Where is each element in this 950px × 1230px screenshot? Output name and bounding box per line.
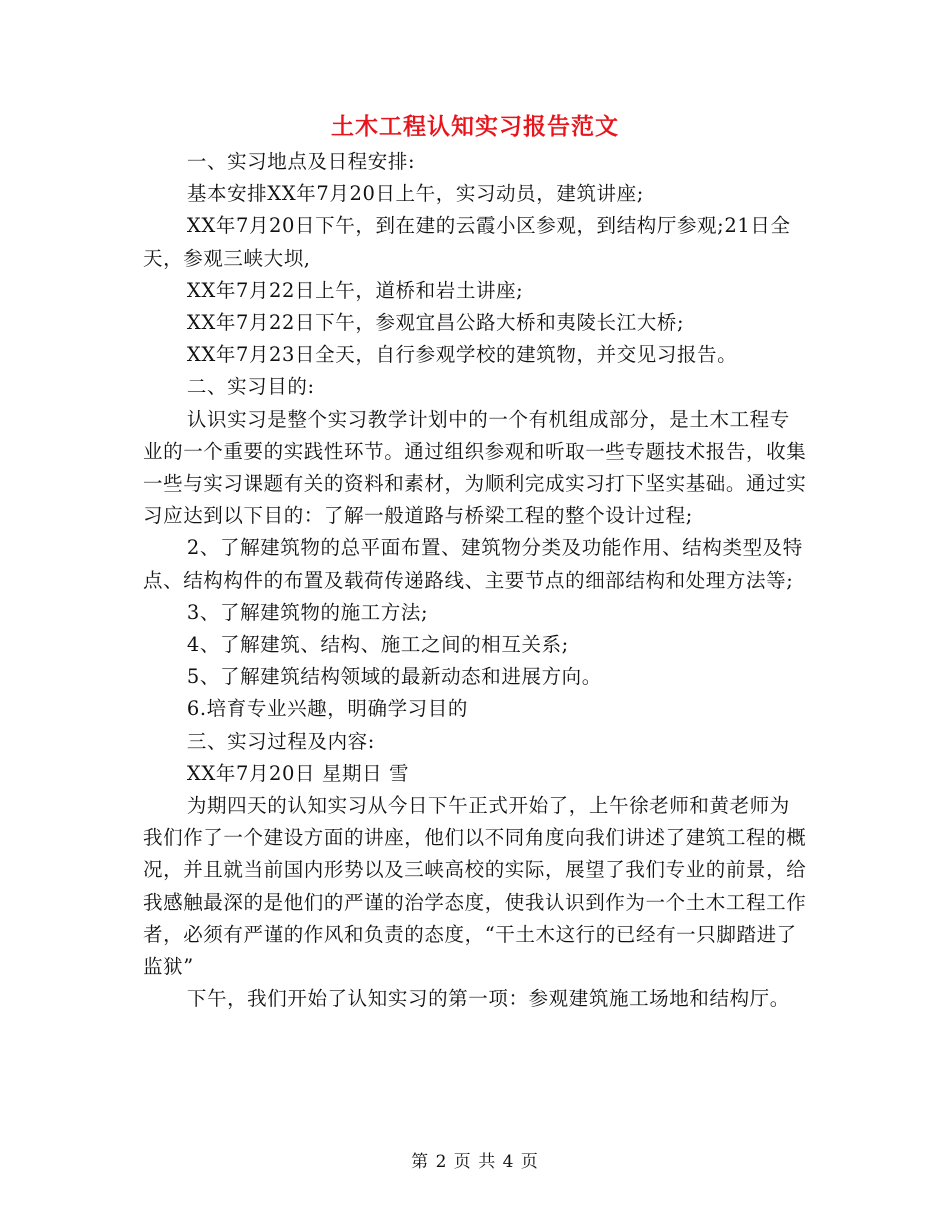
goal-item: 4、了解建筑、结构、施工之间的相互关系; [186, 633, 569, 657]
goal-item: 3、了解建筑物的施工方法; [186, 600, 429, 624]
date-line: XX年7月20日 星期日 雪 [186, 761, 410, 785]
goal-item: 5、了解建筑结构领域的最新动态和进展方向。 [186, 665, 602, 689]
goal-item: 6.培育专业兴趣，明确学习目的 [186, 697, 468, 721]
document-title: 土木工程认知实习报告范文 [331, 113, 619, 140]
paragraph: 认识实习是整个实习教学计划中的一个有机组成部分，是土木工程专业的一个重要的实践性环节。通过组织参观和听取一些专题技术报告，收集一些与实习课题有关的资料和素材，为顺利完成实习打下坚实基础。通过实习应达到以下目的：了解一般道路与桥梁工程的整个设计过程; [143, 407, 807, 528]
schedule-item: XX年7月22日上午，道桥和岩土讲座; [186, 278, 524, 302]
schedule-item: XX年7月20日下午，到在建的云霞小区参观，到结构厅参观;21日全天，参观三峡大坝, [143, 214, 791, 270]
paragraph: 为期四天的认知实习从今日下午正式开始了，上午徐老师和黄老师为我们作了一个建设方面的讲座，他们以不同角度向我们讲述了建筑工程的概况，并且就当前国内形势以及三峡高校的实际，展望了我们专业的前景，给我感触最深的是他们的严谨的治学态度，使我认识到作为一个土木工程工作者，必须有严谨的作风和负责的态度，“干土木这行的已经有一只脚踏进了监狱” [143, 794, 807, 979]
schedule-item: 基本安排XX年7月20日上午，实习动员，建筑讲座; [186, 182, 644, 206]
goal-item: 2、了解建筑物的总平面布置、建筑物分类及功能作用、结构类型及特点、结构构件的布置及载荷传递路线、主要节点的细部结构和处理方法等; [143, 536, 803, 592]
schedule-item: XX年7月23日全天，自行参观学校的建筑物，并交见习报告。 [186, 343, 738, 367]
paragraph: 下午，我们开始了认知实习的第一项：参观建筑施工场地和结构厅。 [186, 987, 790, 1011]
section-heading-3: 三、实习过程及内容: [186, 729, 375, 753]
section-heading-2: 二、实习目的: [186, 375, 315, 399]
schedule-item: XX年7月22日下午，参观宜昌公路大桥和夷陵长江大桥; [186, 311, 685, 335]
document-body [143, 146, 808, 1015]
section-heading-1: 一、实习地点及日程安排: [186, 150, 416, 173]
page-footer: 第 2 页 共 4 页 [411, 1152, 539, 1172]
